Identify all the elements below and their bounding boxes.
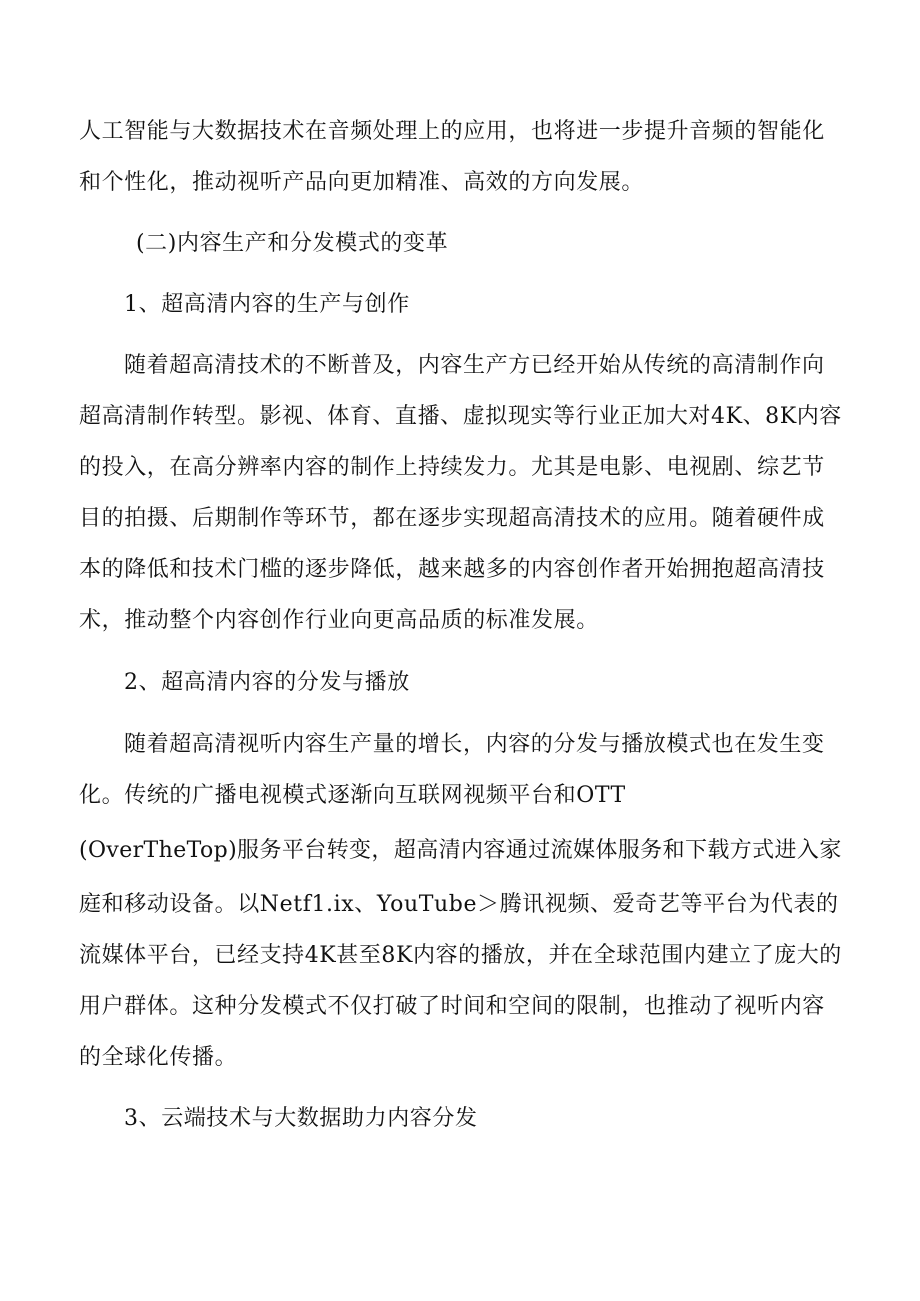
paragraph-3-line-2: 化。传统的广播电视模式逐渐向互联网视频平台和OTT — [79, 783, 626, 808]
paragraph-2-line-5: 本的降低和技术门槛的逐步降低，越来越多的内容创作者开始拥抱超高清技 — [79, 557, 825, 582]
subheading-2: 2、超高清内容的分发与播放 — [124, 670, 410, 695]
paragraph-2-line-3: 的投入，在高分辨率内容的制作上持续发力。尤其是电影、电视剧、综艺节 — [79, 455, 825, 480]
paragraph-2-line-4: 目的拍摄、后期制作等环节，都在逐步实现超高清技术的应用。随着硬件成 — [79, 506, 825, 531]
paragraph-2-line-6: 术，推动整个内容创作行业向更高品质的标准发展。 — [79, 608, 599, 633]
paragraph-3-line-4: 庭和移动设备。以Netf1.ix、YouTube＞腾讯视频、爱奇艺等平台为代表的 — [79, 892, 839, 917]
paragraph-3-line-5: 流媒体平台，已经支持4K甚至8K内容的播放，并在全球范围内建立了庞大的 — [79, 943, 842, 968]
paragraph-1-line-2: 和个性化，推动视听产品向更加精准、高效的方向发展。 — [79, 170, 645, 195]
paragraph-3-line-3: (OverTheTop)服务平台转变，超高清内容通过流媒体服务和下载方式进入家 — [79, 838, 842, 863]
paragraph-1-line-1: 人工智能与大数据技术在音频处理上的应用，也将进一步提升音频的智能化 — [79, 119, 825, 144]
paragraph-2-line-1: 随着超高清技术的不断普及，内容生产方已经开始从传统的高清制作向 — [124, 353, 825, 378]
paragraph-3-line-1: 随着超高清视听内容生产量的增长，内容的分发与播放模式也在发生变 — [124, 732, 825, 757]
paragraph-3-line-7: 的全球化传播。 — [79, 1045, 238, 1070]
subheading-3: 3、云端技术与大数据助力内容分发 — [124, 1106, 478, 1131]
paragraph-2-line-2: 超高清制作转型。影视、体育、直播、虚拟现实等行业正加大对4K、8K内容 — [79, 404, 842, 429]
section-heading: (二)内容生产和分发模式的变革 — [136, 231, 449, 256]
subheading-1: 1、超高清内容的生产与创作 — [124, 292, 410, 317]
paragraph-3-line-6: 用户群体。这种分发模式不仅打破了时间和空间的限制，也推动了视听内容 — [79, 994, 825, 1019]
